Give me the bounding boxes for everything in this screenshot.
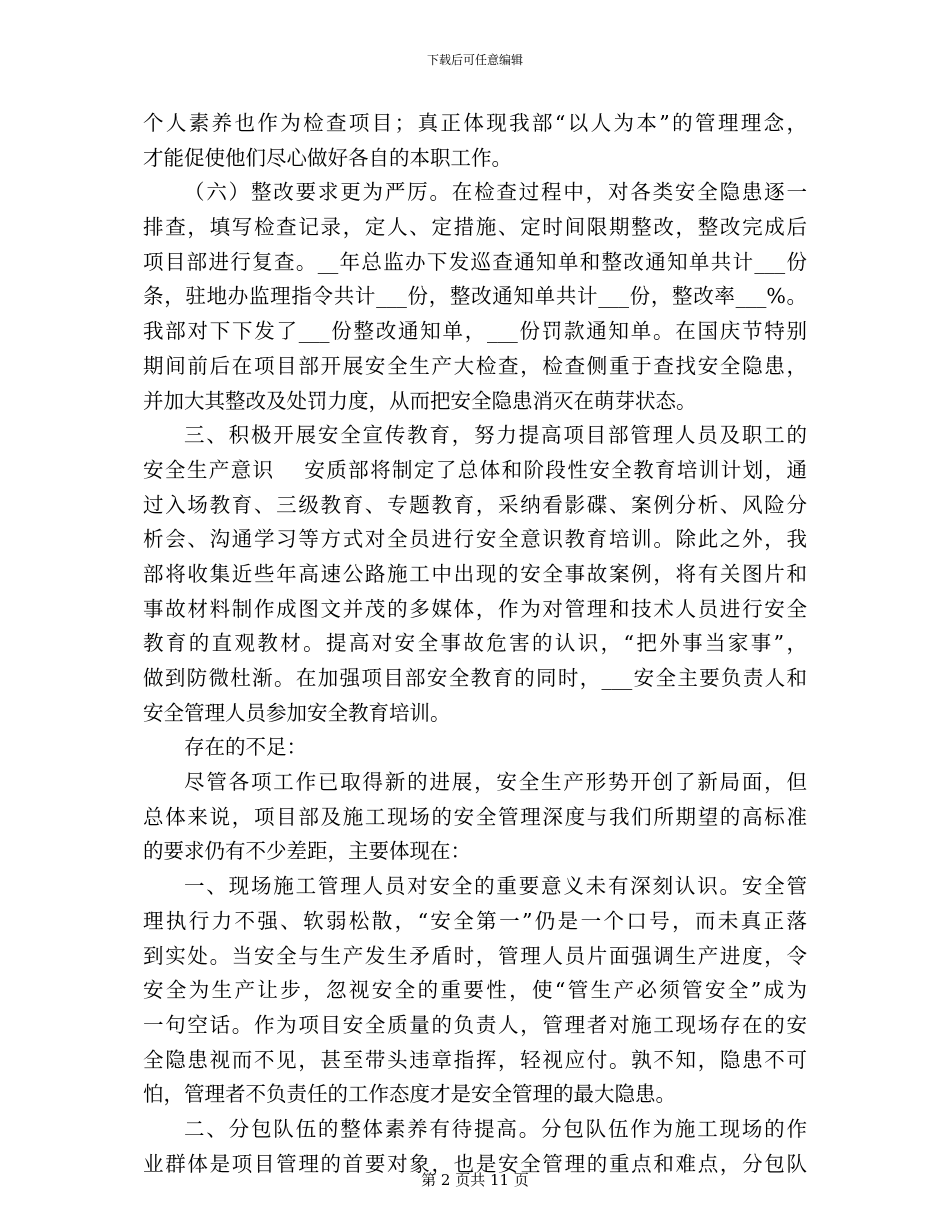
text-line: 一句空话。作为项目安全质量的负责人，管理者对施工现场存在的安 bbox=[143, 1012, 807, 1037]
text-line: 一、现场施工管理人员对安全的重要意义未有深刻认识。安全管 bbox=[184, 874, 807, 899]
text-line: 部将收集近些年高速公路施工中出现的安全事故案例，将有关图片和 bbox=[143, 561, 807, 586]
document-body bbox=[143, 106, 807, 1181]
text-line: 排查，填写检查记录，定人、定措施、定时间限期整改，整改完成后 bbox=[143, 215, 807, 240]
text-line: 总体来说，项目部及施工现场的安全管理深度与我们所期望的高标准 bbox=[143, 804, 807, 829]
text-line: 的要求仍有不少差距，主要体现在： bbox=[143, 839, 471, 864]
text-line: 过入场教育、三级教育、专题教育，采纳看影碟、案例分析、风险分 bbox=[143, 492, 807, 517]
page-footer: 第 2 页共 11 页 bbox=[421, 1171, 529, 1189]
text-line: 教育的直观教材。提高对安全事故危害的认识，“把外事当家事”， bbox=[143, 631, 807, 656]
text-line: 理执行力不强、软弱松散，“安全第一”仍是一个口号，而未真正落 bbox=[143, 908, 807, 933]
text-line: （六）整改要求更为严厉。在检查过程中，对各类安全隐患逐一 bbox=[184, 180, 807, 205]
text-line: 安全管理人员参加安全教育培训。 bbox=[143, 700, 451, 725]
text-line: 并加大其整改及处罚力度，从而把安全隐患消灭在萌芽状态。 bbox=[143, 388, 697, 413]
section-heading: 存在的不足： bbox=[184, 735, 307, 760]
text-line: 安全为生产让步，忽视安全的重要性，使“管生产必须管安全”成为 bbox=[143, 978, 807, 1003]
text-line: 全隐患视而不见，甚至带头违章指挥，轻视应付。孰不知，隐患不可 bbox=[143, 1047, 807, 1072]
text-line: 到实处。当安全与生产发生矛盾时，管理人员片面强调生产进度，令 bbox=[143, 943, 807, 968]
text-line: 事故材料制作成图文并茂的多媒体，作为对管理和技术人员进行安全 bbox=[143, 596, 807, 621]
text-line: 三、积极开展安全宣传教育，努力提高项目部管理人员及职工的 bbox=[184, 423, 807, 448]
text-line: 项目部进行复查。__年总监办下发巡查通知单和整改通知单共计___份 bbox=[143, 249, 807, 274]
text-line: 个人素养也作为检查项目；真正体现我部“以人为本”的管理理念， bbox=[143, 111, 807, 135]
text-line: 我部对下下发了___份整改通知单，___份罚款通知单。在国庆节特别 bbox=[143, 319, 807, 344]
text-line: 期间前后在项目部开展安全生产大检查，检查侧重于查找安全隐患， bbox=[143, 353, 807, 378]
text-line: 做到防微杜渐。在加强项目部安全教育的同时，___安全主要负责人和 bbox=[143, 666, 807, 690]
text-line: 析会、沟通学习等方式对全员进行安全意识教育培训。除此之外，我 bbox=[143, 527, 807, 552]
text-line: 业群体是项目管理的首要对象，也是安全管理的重点和难点，分包队 bbox=[143, 1151, 807, 1176]
text-line: 怕，管理者不负责任的工作态度才是安全管理的最大隐患。 bbox=[143, 1082, 676, 1107]
page-header: 下载后可任意编辑 bbox=[426, 53, 523, 67]
text-line: 尽管各项工作已取得新的进展，安全生产形势开创了新局面，但 bbox=[184, 770, 807, 795]
text-line: 才能促使他们尽心做好各自的本职工作。 bbox=[143, 145, 512, 170]
text-line: 安全生产意识 安质部将制定了总体和阶段性安全教育培训计划，通 bbox=[143, 457, 807, 482]
text-line: 条，驻地办监理指令共计___份，整改通知单共计___份，整改率___%。 bbox=[143, 284, 807, 309]
text-line: 二、分包队伍的整体素养有待提高。分包队伍作为施工现场的作 bbox=[184, 1116, 807, 1141]
